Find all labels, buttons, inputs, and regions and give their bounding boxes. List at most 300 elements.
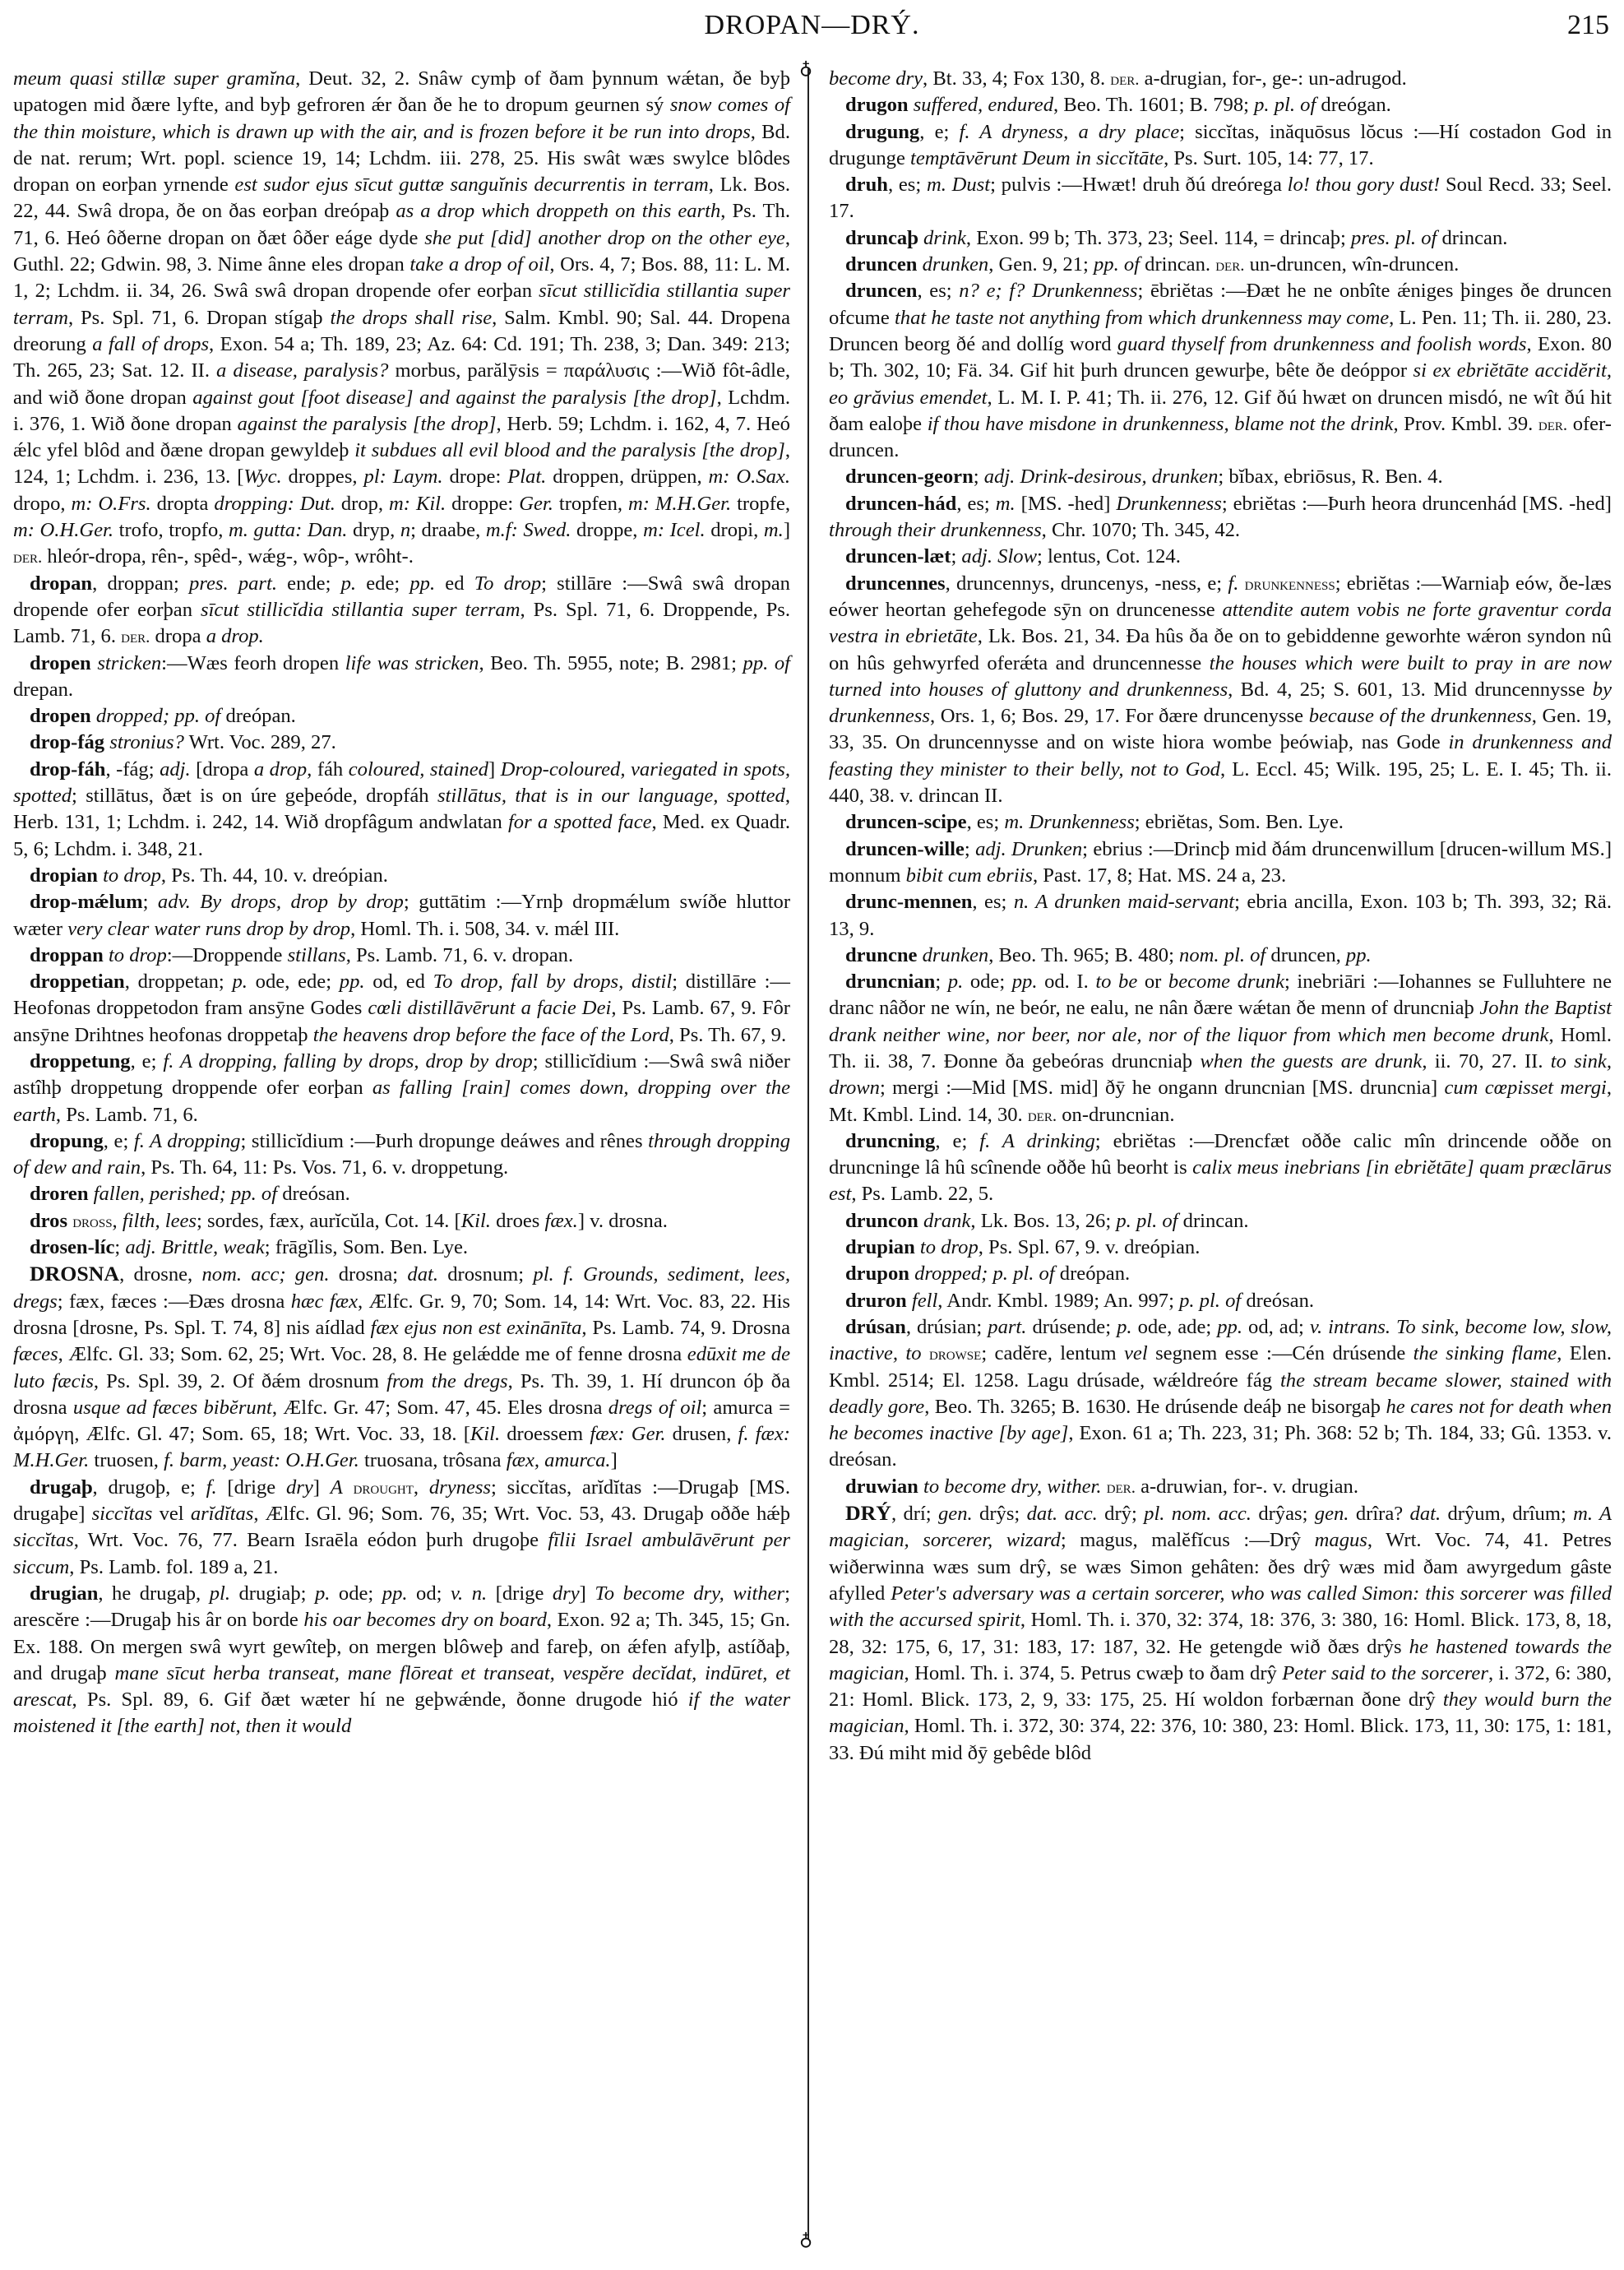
entry-text: if the water moistened it [the earth] not, then it would	[13, 1689, 791, 1738]
entry-text: ; cadĕre, lentum	[981, 1342, 1124, 1365]
entry-text: dat.	[1409, 1503, 1441, 1526]
entry-text: , Herb. 59; Lchdm. i. 162, 4, 7. Heó ǽlc yfel blôd and ðæne dropan gewyldeþ	[13, 412, 790, 462]
entry-text: ] v. drosna.	[577, 1209, 668, 1232]
entry-text: ; pulvis :—Hwæt! druh ðú dreórega	[990, 174, 1288, 197]
entry-text: dregs of oil	[608, 1396, 702, 1419]
entry-text: der.	[13, 547, 43, 568]
entry-text: , Prov. Kmbl. 39.	[1393, 412, 1538, 435]
headword: drupian	[845, 1236, 915, 1259]
entry-text: the drops shall rise	[330, 306, 493, 329]
entry-text: Wyc.	[243, 466, 282, 489]
entry-text: , Ps. Lamb. fol. 189 a, 21.	[69, 1555, 279, 1578]
entry-text: , Lchdm. i. 376, 1. Wið ðone dropan	[13, 386, 790, 435]
entry-text: v. intrans. To sink, become low, slow, inactive, to	[829, 1315, 1612, 1365]
entry-text: , Lk. Bos. 21, 34. Ða hûs ða ðe on to gebiddenne geworhte wǽron syndon nû on hûs gehwyrfed oferǽta and druncennesse	[829, 625, 1612, 674]
entry-text: gen.	[1314, 1503, 1349, 1526]
entry-text: dropi,	[705, 519, 764, 542]
entry-text: dropped; pp. of	[95, 705, 221, 728]
entry-text: , he drugaþ,	[98, 1582, 210, 1605]
entry-text: ofer-druncen.	[829, 412, 1612, 462]
entry-text: , Homl. Th. ii. 38, 7. Ðonne ða gebeóras druncniaþ	[829, 1023, 1612, 1072]
dictionary-entry	[829, 1261, 1612, 1287]
entry-text: , e;	[935, 1129, 980, 1152]
entry-text: , Gen. 9, 21;	[988, 253, 1094, 276]
entry-text: drepan.	[13, 678, 74, 701]
entry-text: siccĭtas	[91, 1503, 153, 1526]
entry-text: ; siccĭtas, inăquōsus lŏcus :—Hí costadon God in drugunge	[829, 120, 1612, 169]
entry-text: the heavens drop before the face of the Lord	[312, 1023, 669, 1046]
entry-text: ]	[610, 1449, 618, 1472]
entry-text: fallen, perished; pp. of	[93, 1183, 278, 1206]
entry-text: because of the drunkenness	[1308, 705, 1532, 728]
entry-text: drope:	[442, 466, 508, 489]
entry-text: segnem esse :—Cén drúsende	[1147, 1342, 1413, 1365]
entry-text: Drop-coloured, variegated in spots, spotted	[13, 757, 790, 808]
entry-text: , Ps. Th. 64, 11: Ps. Vos. 71, 6. v. droppetung.	[141, 1156, 509, 1179]
running-title: DROPAN—DRÝ.	[704, 10, 920, 40]
entry-text: drîra?	[1349, 1503, 1410, 1526]
entry-text: [MS. -hed]	[1015, 492, 1117, 515]
entry-text: pp.	[409, 572, 436, 595]
entry-text: by drunkenness	[829, 678, 1612, 728]
entry-text: druncen,	[1265, 943, 1346, 966]
entry-text: dry	[552, 1582, 580, 1605]
entry-text: ; frāgĭlis, Som. Ben. Lye.	[264, 1236, 469, 1259]
entry-text: ; siccĭtas, arĭdĭtas :—Drugaþ [MS. drugaþe]	[13, 1476, 790, 1526]
dictionary-entry	[13, 1581, 790, 1740]
entry-text: ; ebriĕtas :—Warniaþ eów, ðe-læs eówer heortan gehefegode sȳn on druncenesse	[829, 572, 1612, 621]
entry-text: hleór-dropa, rên-, spêd-, wǽg-, wôp-, wrôht-.	[42, 545, 414, 568]
entry-text: as falling [rain] comes down, dropping over the earth	[13, 1077, 790, 1126]
entry-text: his oar becomes dry on board	[303, 1609, 547, 1632]
entry-text: ; inebriāri :—Iohannes se Fulluhtere ne dranc nâðor ne wín, ne beór, ne ealu, ne nân ðære wǽtan ðe menn of druncniaþ	[829, 971, 1612, 1020]
dictionary-entry	[13, 969, 790, 1049]
headword: dropen	[30, 705, 91, 728]
dictionary-entry	[829, 491, 1612, 544]
entry-text: , Ors. 4, 7; Bos. 88, 11: L. M. 1, 2; Lchdm. ii. 34, 26. Swâ swâ dropan dropende ofer eorþan	[13, 253, 790, 303]
headword: DRÝ	[845, 1501, 891, 1526]
entry-text: ;	[935, 971, 948, 994]
entry-text: that he taste not anything from which drunkenness may come	[894, 306, 1390, 329]
entry-text: droppe:	[446, 492, 520, 515]
entry-text: from the dregs	[386, 1369, 508, 1392]
page-header	[0, 7, 1624, 56]
entry-text: , Med. ex Quadr. 5, 6; Lchdm. i. 348, 21.	[13, 811, 790, 860]
entry-text: Soul Recd. 33; Seel. 17.	[829, 174, 1612, 223]
entry-text: p.	[232, 971, 248, 994]
entry-text: droppe,	[571, 519, 644, 542]
entry-text: droessem	[500, 1423, 590, 1446]
entry-text: m.	[995, 492, 1016, 515]
entry-text: the stream became slower, stained with deadly gore	[829, 1369, 1612, 1418]
entry-text: for a spotted face	[507, 811, 652, 834]
entry-text: m. Dust	[926, 174, 991, 197]
entry-text: p. pl. of	[1179, 1289, 1242, 1312]
right-column	[829, 66, 1612, 1767]
entry-text: m. gutta: Dan.	[229, 519, 348, 542]
entry-text: p.	[314, 1582, 331, 1605]
entry-text: calix meus inebrians [in ebriĕtāte] quam præclārus est	[829, 1156, 1612, 1206]
entry-text: dat.	[407, 1263, 438, 1286]
headword: drugung	[845, 120, 920, 143]
entry-text: , Mt. Kmbl. Lind. 14, 30.	[829, 1077, 1612, 1126]
entry-text: the sinking flame	[1413, 1342, 1557, 1365]
entry-text: ;	[973, 466, 984, 489]
entry-text: dreósan.	[1241, 1289, 1315, 1312]
entry-text: lo! thou gory dust!	[1287, 174, 1441, 197]
dictionary-entry	[829, 544, 1612, 570]
entry-text: , Ps. Lamb. 67, 9. Fôr ansȳne Drihtnes heofonas droppetaþ	[13, 997, 790, 1046]
dictionary-entry	[13, 1208, 790, 1235]
dictionary-entry	[13, 1261, 790, 1474]
entry-text: , Guthl. 22; Gdwin. 98, 3. Nime ânne eles dropan	[13, 226, 790, 276]
entry-text: drunken	[922, 253, 989, 276]
entry-text: ode;	[330, 1582, 382, 1605]
entry-text: take a drop of oil	[409, 253, 550, 276]
page-number: 215	[1567, 10, 1609, 40]
entry-text: as a drop which droppeth on this earth	[396, 200, 721, 223]
entry-text: p.	[340, 572, 357, 595]
entry-text: ;	[964, 837, 976, 860]
entry-text: to drop	[919, 1236, 979, 1259]
entry-text: very clear water runs drop by drop	[67, 917, 351, 940]
entry-text: , Ps. Th. 39, 1. Hí druncon óþ ða drosna	[13, 1369, 790, 1419]
entry-text: , Past. 17, 8; Hat. MS. 24 a, 23.	[1033, 864, 1287, 887]
headword: druncennes	[845, 572, 946, 595]
entry-text: pp. of	[1093, 253, 1140, 276]
entry-text: , e;	[130, 1049, 164, 1072]
entry-text: drop,	[335, 492, 390, 515]
entry-text: ; sordes, fæx, aurĭcŭla, Cot. 14. [	[197, 1209, 461, 1232]
entry-text: through their drunkenness	[829, 519, 1042, 542]
entry-text: , Bd. 4, 25; S. 601, 13. Mid druncennysse	[1228, 678, 1593, 701]
entry-text: ode, ade;	[1131, 1315, 1218, 1338]
entry-text: Drunkenness	[1116, 492, 1222, 515]
entry-text: To drop	[474, 572, 542, 595]
entry-text: droppen, drüppen,	[546, 466, 709, 489]
entry-text: adj. Drink-desirous, drunken	[983, 466, 1219, 489]
entry-text: , Gen. 19, 33, 35. On druncennysse and on wiste hiora wombe þeówiaþ, nas Gode	[829, 705, 1612, 754]
entry-text: ; ebria ancilla, Exon. 103 b; Th. 393, 32; Rä. 13, 9.	[829, 891, 1612, 940]
entry-text: on-druncnian.	[1057, 1103, 1175, 1126]
entry-text: , Homl. Th. i. 508, 34. v. mǽl III.	[350, 917, 620, 940]
entry-text: ]	[783, 519, 791, 542]
entry-text: drunkenness	[1244, 573, 1335, 594]
entry-text: , Andr. Kmbl. 1989; An. 997;	[937, 1289, 1180, 1312]
entry-text: drank	[923, 1209, 971, 1232]
entry-text: , Ps. Spl. 71, 6. Dropan stígaþ	[67, 306, 331, 329]
entry-text: der.	[1110, 69, 1140, 89]
entry-text: fæx ejus non est exinānīta	[370, 1316, 582, 1339]
entry-text: dropped; p. pl. of	[914, 1262, 1055, 1286]
entry-text: , Homl. Th. i. 374, 5. Petrus cwæþ to ðam drŷ	[904, 1661, 1283, 1684]
entry-text: if thou have misdone in drunkenness, blame not the drink	[927, 412, 1394, 435]
entry-text: , Lk. Bos. 22, 44. Swâ dropa, ðe on ðas eorþan dreópaþ	[13, 174, 790, 223]
entry-text: pl.	[209, 1582, 230, 1605]
entry-text: stillātus, that is in our language, spotted	[437, 785, 785, 808]
entry-text: drusen,	[665, 1423, 738, 1446]
entry-text: A	[330, 1476, 343, 1499]
entry-text: dreópan.	[220, 705, 296, 728]
entry-text: attendite autem vobis ne forte graventur corda vestra in ebrietāte	[829, 598, 1612, 648]
entry-text: , e;	[919, 120, 960, 143]
entry-text: , Exon. 92 a; Th. 345, 15; Gn. Ex. 188. On mergen swâ wyrt gewîteþ, on mergen blôweþ and fareþ, on ǽfen afylþ, astíðaþ, and drugaþ	[13, 1609, 790, 1684]
entry-text: when the guests are drunk	[1200, 1049, 1423, 1072]
entry-text: a drop.	[206, 625, 264, 648]
entry-text: filth, lees	[122, 1209, 197, 1232]
entry-text: pp.	[1011, 971, 1038, 994]
headword: droppan	[30, 943, 104, 966]
entry-text: m: Icel.	[643, 519, 706, 542]
entry-text: m.f: Swed.	[485, 519, 571, 542]
entry-text: m: M.H.Ger.	[628, 492, 732, 515]
entry-text: ;	[114, 1236, 126, 1259]
entry-text: truosana, trôsana	[359, 1449, 507, 1472]
headword: drop-fáh	[30, 757, 106, 781]
headword: druncnian	[845, 971, 936, 994]
dictionary-entry	[829, 278, 1612, 464]
entry-text: , es;	[972, 891, 1014, 914]
entry-text: pres. part.	[189, 572, 277, 595]
entry-text: v. n.	[450, 1582, 488, 1605]
entry-text: , Ps. Th. 44, 10. v. dreópian.	[160, 864, 388, 887]
entry-text: ; arescĕre :—Drugaþ his âr on borde	[13, 1582, 790, 1632]
entry-text: , Ælfc. Gr. 9, 70; Som. 14, 14: Wrt. Voc. 83, 22. His drosna [drosne, Ps. Spl. T. 74, 8] nis aídlad	[13, 1290, 790, 1339]
entry-text: to drop	[103, 864, 161, 887]
entry-text: , Ps. Th. 67, 9.	[669, 1023, 787, 1046]
entry-text: [dropa	[190, 757, 254, 781]
entry-text: adj. Brittle, weak	[125, 1236, 265, 1259]
entry-text: der.	[1215, 255, 1245, 276]
entry-text: , droppan;	[92, 572, 190, 595]
entry-text	[922, 1342, 929, 1364]
headword: druncen	[845, 253, 918, 276]
entry-text: pl: Laym.	[363, 466, 443, 489]
entry-text: stillans	[287, 943, 346, 966]
dictionary-entry	[829, 943, 1612, 969]
entry-text: [drige	[216, 1476, 286, 1499]
dictionary-entry	[829, 836, 1612, 890]
entry-text: Kil.	[470, 1423, 501, 1446]
entry-text: vel	[152, 1503, 191, 1526]
entry-text: , Ps. Lamb. 71, 6.	[55, 1103, 198, 1126]
entry-text: m. Drunkenness	[1004, 811, 1135, 834]
entry-text: ; distillāre :—Heofonas droppetodon fram ansȳne Godes	[13, 971, 790, 1020]
entry-text: drunken	[922, 943, 989, 966]
entry-text: ; amurca = ἀμόργη, Ælfc. Gl. 47; Som. 65, 18; Wrt. Voc. 33, 18. [	[13, 1396, 790, 1446]
entry-text: der.	[1538, 414, 1568, 434]
entry-text: , Exon. 54 a; Th. 189, 23; Az. 64: Cd. 191; Th. 238, 3; Dan. 349: 213; Th. 265, 23; Sat. 12. II.	[13, 332, 790, 382]
entry-text: [drige	[487, 1582, 553, 1605]
entry-text: p.	[1117, 1315, 1132, 1338]
entry-text: a-druwian, for-. v. drugian.	[1135, 1475, 1359, 1498]
entry-text: ; draabe,	[410, 519, 486, 542]
entry-text: part.	[988, 1315, 1027, 1338]
entry-text: ode;	[963, 971, 1012, 994]
entry-text: the houses which were built to pray in are now turned into houses of gluttony and drunkenness	[829, 651, 1612, 701]
entry-text: Kil.	[460, 1209, 491, 1232]
dictionary-entry	[829, 889, 1612, 943]
entry-text: , Beo. Th. 965; B. 480;	[988, 943, 1180, 966]
dictionary-entry	[13, 757, 790, 863]
entry-text: , Homl. Th. i. 370, 32: 374, 18: 376, 3: 380, 16: Homl. Blick. 173, 8, 18, 28, 32: 175, 6, 17, 31: 183, 17: 187, 32. He getengde wið ðæs drŷs	[829, 1609, 1612, 1658]
entry-text: ; lentus, Cot. 124.	[1036, 545, 1181, 568]
column-divider	[807, 67, 809, 2239]
headword: drunc-mennen	[845, 891, 973, 914]
entry-text: nom. pl. of	[1179, 943, 1266, 966]
entry-text: ;	[142, 891, 158, 914]
entry-text: , Exon. 80 b; Th. 302, 10; Fä. 34. Gif hit þurh druncen gewurþe, bête ðe deóppor	[829, 332, 1612, 382]
entry-text: Plat.	[507, 466, 547, 489]
entry-text: morbus, parălȳsis = παράλυσις :—Wið fôt-âdle, and wið ðone dropan	[13, 359, 791, 409]
entry-text: drosnum;	[437, 1263, 534, 1286]
entry-text: ,	[112, 1209, 123, 1232]
entry-text: adj. Drunken	[975, 837, 1083, 860]
headword: DROSNA	[30, 1262, 120, 1286]
headword: druncning	[845, 1129, 936, 1152]
entry-text: der.	[1027, 1105, 1057, 1125]
dictionary-entry	[829, 1314, 1612, 1474]
entry-text: become drunk	[1168, 971, 1284, 994]
entry-text: f. A dryness, a dry place	[959, 120, 1180, 143]
entry-text: , Beo. Th. 5955, note; B. 2981;	[479, 651, 743, 674]
entry-text: drought	[353, 1477, 414, 1498]
entry-text: n	[400, 519, 411, 542]
entry-text: p. pl. of	[1116, 1209, 1178, 1232]
entry-text: , Exon. 61 a; Th. 223, 31; Ph. 368: 52 b; Th. 184, 33; Gû. 1353. v. dreósan.	[829, 1422, 1612, 1471]
entry-text: drosna;	[329, 1263, 408, 1286]
entry-text: ; stillāre :—Swâ swâ dropan dropende ofer eorþan	[13, 572, 790, 621]
entry-text: , drugoþ, e;	[92, 1476, 206, 1499]
entry-text: dry	[285, 1476, 313, 1499]
headword: dropung	[30, 1129, 104, 1152]
entry-text: , Bd. de nat. rerum; Wrt. popl. science 19, 14; Lchdm. iii. 278, 25. His swât wæs swylce blôdes dropan on eorþan yrnende	[13, 120, 790, 197]
entry-text: guard thyself from drunkenness and foolish words	[1117, 332, 1527, 355]
entry-text: cum cœpisset mergi	[1444, 1077, 1607, 1100]
dictionary-entry	[829, 571, 1612, 810]
dictionary-entry	[829, 1500, 1612, 1767]
entry-text: to be	[1095, 971, 1138, 994]
headword: druncen	[845, 280, 918, 303]
entry-text: , ii. 70, 27. II.	[1422, 1049, 1551, 1072]
entry-text: dreósan.	[277, 1183, 350, 1206]
entry-text: dreópan.	[1054, 1262, 1131, 1286]
left-column	[13, 66, 790, 1740]
entry-text: , Wrt. Voc. 74, 41. Petres wiðerwinna wæs sum drŷ, se wæs Simon gehâten: ðes drŷ wæs mid ðam awyrgedum gâste afylled	[829, 1529, 1612, 1605]
entry-text: trofo, tropfo,	[113, 519, 229, 542]
entry-text: drincan.	[1140, 253, 1216, 276]
ornament-bottom-icon: ♁	[799, 2229, 813, 2249]
entry-text: p. pl. of	[1254, 94, 1316, 117]
headword: druwian	[845, 1475, 918, 1498]
dictionary-entry	[829, 969, 1612, 1128]
headword: druron	[845, 1289, 907, 1312]
entry-text: a fall of drops	[92, 332, 210, 355]
entry-text: pp.	[1217, 1315, 1242, 1338]
entry-text: p.	[947, 971, 964, 994]
entry-text: der.	[1106, 1476, 1136, 1497]
entry-text: sīcut stillicĭdia stillantia super terram	[201, 598, 521, 621]
entry-text: drincan.	[1437, 226, 1508, 249]
headword: druncen-wille	[845, 837, 965, 860]
entry-text: drúsende;	[1026, 1315, 1117, 1338]
entry-text: adj. Slow	[961, 545, 1037, 568]
entry-text: to become dry, wither.	[923, 1475, 1102, 1498]
entry-text: ; ebrius :—Drincþ mid ðám druncenwillum [drucen-willum MS.] monnum	[829, 837, 1612, 887]
entry-text: stronius?	[109, 731, 184, 754]
entry-text: temptāvērunt Deum in siccĭtāte	[910, 146, 1164, 169]
entry-text: od;	[407, 1582, 451, 1605]
entry-text: ; stillicĭdium :—Swâ swâ niðer astîhþ droppetung droppende ofer eorþan	[13, 1049, 790, 1100]
dictionary-entry	[829, 66, 1612, 92]
headword: drugon	[845, 94, 909, 117]
entry-text: pp.	[339, 971, 365, 994]
entry-text: fīlii Israel ambulāvērunt per siccum	[13, 1529, 790, 1578]
entry-text: dryness	[428, 1476, 491, 1499]
entry-text: fæx.	[544, 1209, 578, 1232]
entry-text: :—Droppende	[166, 943, 288, 966]
entry-text: they would burn the magician	[829, 1689, 1612, 1738]
dictionary-entry	[829, 225, 1612, 252]
entry-text: bibit cum ebriis	[905, 864, 1033, 887]
headword: droppetung	[30, 1049, 131, 1072]
entry-text: , Ælfc. Gl. 96; Som. 76, 35; Wrt. Voc. 53, 43. Drugaþ oððe hǽþ	[253, 1503, 790, 1526]
entry-text: m: Kil.	[389, 492, 446, 515]
entry-text: ; fæx, fæces :—Ðæs drosna	[57, 1290, 291, 1313]
entry-text	[1238, 572, 1244, 595]
entry-text: pres. pl. of	[1351, 226, 1437, 249]
entry-text: m. A magician, sorcerer, wizard	[829, 1503, 1612, 1552]
entry-text: , Ps. Spl. 71, 6. Droppende, Ps. Lamb. 71, 6.	[13, 598, 790, 648]
entry-text: , Lk. Bos. 13, 26;	[970, 1209, 1117, 1232]
entry-text: , Beo. Th. 3265; B. 1630. He drúsende deáþ ne bisorgaþ	[924, 1395, 1386, 1418]
entry-text: he cares not for death when he becomes inactive [by age]	[829, 1395, 1612, 1445]
dictionary-entry	[13, 730, 790, 756]
entry-text: , droppetan;	[124, 971, 233, 994]
entry-text: drŷas;	[1251, 1503, 1315, 1526]
headword: druh	[845, 174, 888, 197]
headword: drop-mǽlum	[30, 891, 143, 914]
entry-text: drowse	[928, 1344, 982, 1364]
entry-text: , Salm. Kmbl. 90; Sal. 44. Dropena dreorung	[13, 306, 790, 355]
entry-text: edūxit me de luto fæcis	[13, 1343, 791, 1392]
entry-text: droppes,	[281, 466, 364, 489]
entry-text: drŷ;	[1097, 1503, 1145, 1526]
entry-text: nom. acc; gen.	[201, 1263, 330, 1286]
entry-text: drŷum, drîum;	[1441, 1503, 1574, 1526]
entry-text: tropfen,	[553, 492, 628, 515]
entry-text: est sudor ejus sīcut guttæ sanguĭnis decurrentis in terram	[234, 174, 709, 197]
entry-text: ; ebriĕtas, Som. Ben. Lye.	[1134, 811, 1344, 834]
entry-text: To drop, fall by drops, distil	[433, 971, 673, 994]
entry-text: ; mergi :—Mid [MS. mid] ðȳ he ongann druncnian [MS. druncnia]	[879, 1077, 1445, 1100]
entry-text: meum quasi stillæ super gramĭna	[13, 67, 296, 90]
entry-text: , druncennys, druncenys, -ness, e;	[945, 572, 1228, 595]
entry-text: snow comes of the thin moisture, which is drawn up with the air, and is frozen before it be run into drops	[13, 94, 790, 143]
entry-text: dropa	[150, 625, 206, 648]
entry-text: he hastened towards the magician	[829, 1635, 1612, 1684]
entry-text: , Deut. 32, 2. Snâw cymþ of ðam þynnum wǽtan, ðe byþ upatogen mid ðære lyfte, and byþ gefroren ǽr ðan ðe he to dropum geurnen sý	[13, 67, 790, 117]
headword: druncen-læt	[845, 545, 951, 568]
entry-text: cœli distillāvērunt a facie Dei	[368, 997, 612, 1020]
entry-text: , Elen. Kmbl. 2514; El. 1258. Lagu drúsade, wǽldreóre fág	[829, 1342, 1612, 1392]
entry-text: a disease, paralysis?	[216, 359, 389, 382]
dictionary-entry	[13, 863, 790, 889]
entry-text: usque ad fæces bibĕrunt	[72, 1396, 272, 1419]
entry-text: ; stillicĭdium :—Þurh dropunge deáwes and rênes	[240, 1129, 649, 1152]
headword: druncen-scipe	[845, 811, 967, 834]
entry-text: To become dry, wither	[595, 1582, 785, 1605]
